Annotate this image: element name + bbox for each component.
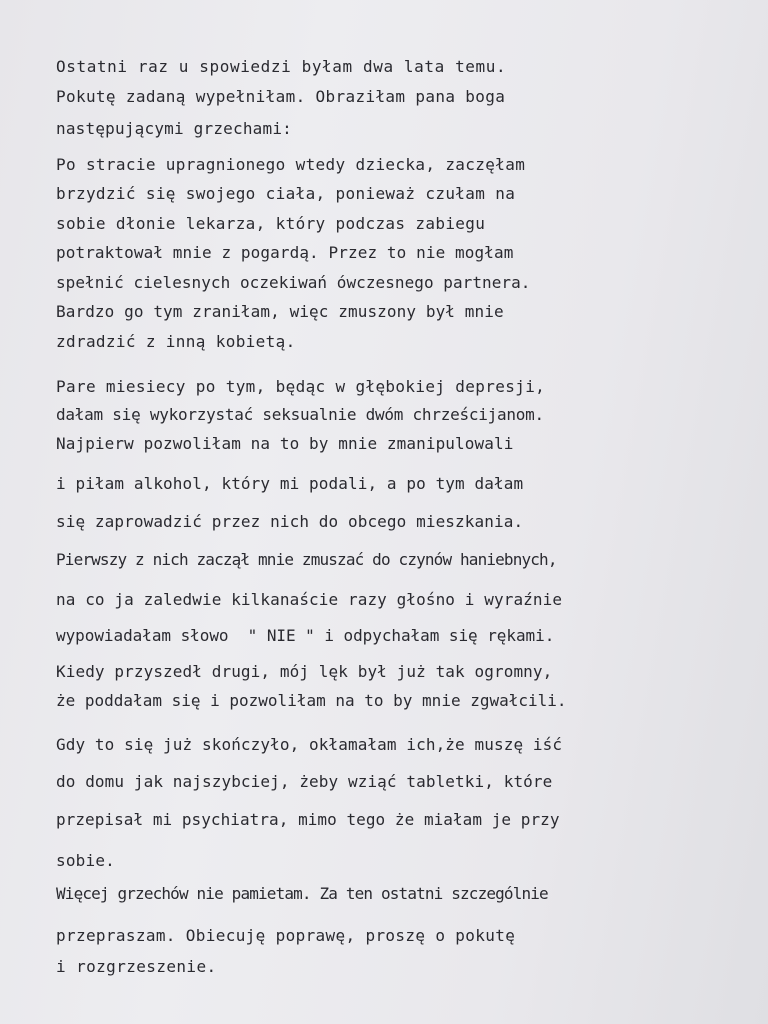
text-line: Pierwszy z nich zaczął mnie zmuszać do czynów haniebnych,	[56, 550, 557, 569]
text-line: Pare miesiecy po tym, będąc w głębokiej depresji,	[56, 377, 546, 396]
text-line: następującymi grzechami:	[56, 119, 292, 138]
text-line: się zaprowadzić przez nich do obcego mieszkania.	[56, 512, 524, 531]
text-line: przepraszam. Obiecuję poprawę, proszę o pokutę	[56, 926, 516, 945]
text-line: dałam się wykorzystać seksualnie dwóm chrześcijanom.	[56, 405, 544, 424]
text-line: wypowiadałam słowo " NIE " i odpychałam się rękami.	[56, 626, 555, 645]
text-line: Kiedy przyszedł drugi, mój lęk był już tak ogromny,	[56, 662, 553, 681]
text-line: Pokutę zadaną wypełniłam. Obraziłam pana boga	[56, 87, 506, 106]
text-line: sobie dłonie lekarza, który podczas zabiegu	[56, 214, 486, 233]
text-line: brzydzić się swojego ciała, ponieważ czułam na	[56, 184, 516, 203]
text-line: Bardzo go tym zraniłam, więc zmuszony był mnie	[56, 302, 504, 321]
text-line: Gdy to się już skończyło, okłamałam ich,że muszę iść	[56, 735, 563, 754]
text-line: sobie.	[56, 851, 115, 870]
text-line: do domu jak najszybciej, żeby wziąć tabletki, które	[56, 772, 553, 791]
text-line: potraktował mnie z pogardą. Przez to nie mogłam	[56, 243, 514, 262]
text-line: Po stracie upragnionego wtedy dziecka, zaczęłam	[56, 155, 526, 174]
text-line: Ostatni raz u spowiedzi byłam dwa lata temu.	[56, 57, 507, 76]
text-line: że poddałam się i pozwoliłam na to by mnie zgwałcili.	[56, 691, 567, 710]
text-line: i piłam alkohol, który mi podali, a po tym dałam	[56, 474, 524, 493]
text-line: zdradzić z inną kobietą.	[56, 332, 296, 351]
text-line: Więcej grzechów nie pamietam. Za ten ostatni szczególnie	[56, 884, 548, 903]
text-line: przepisał mi psychiatra, mimo tego że miałam je przy	[56, 810, 560, 829]
text-line: i rozgrzeszenie.	[56, 957, 217, 976]
text-line: Najpierw pozwoliłam na to by mnie zmanipulowali	[56, 434, 514, 453]
text-line: spełnić cielesnych oczekiwań ówczesnego partnera.	[56, 273, 531, 292]
text-line: na co ja zaledwie kilkanaście razy głośno i wyraźnie	[56, 590, 563, 609]
